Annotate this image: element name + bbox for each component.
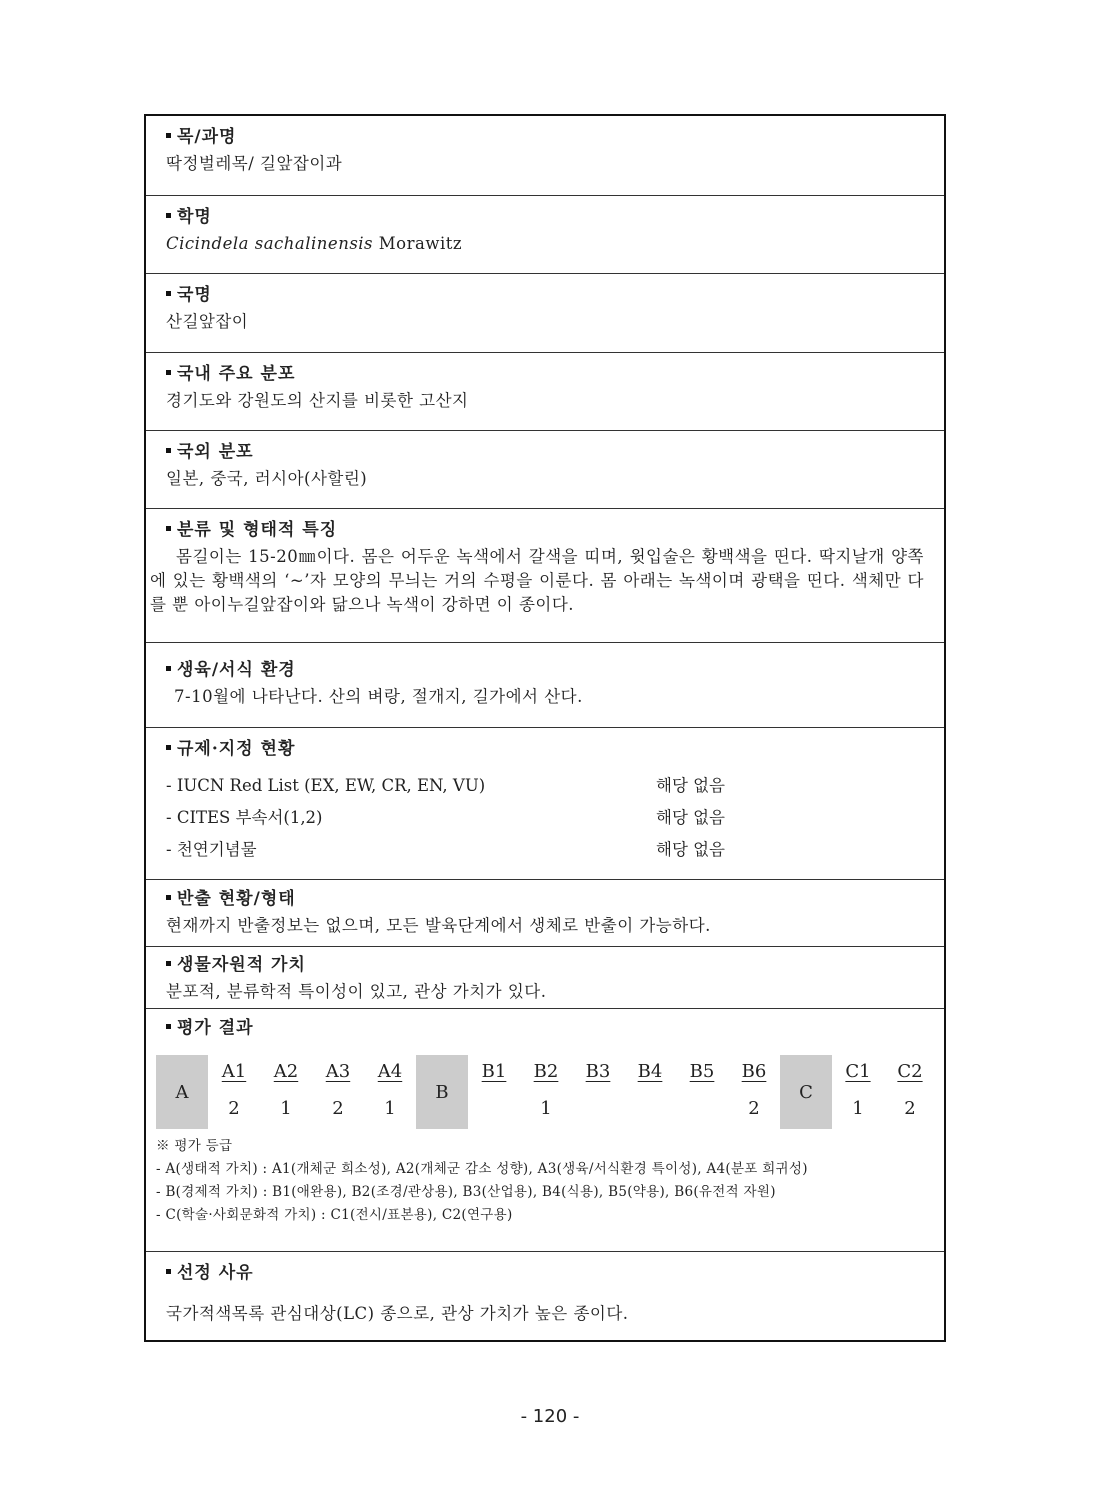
regulation-status: 해당 없음 [656,840,726,859]
value-korean-name: 산길앞잡이 [166,312,249,331]
eval-value-c1: 1 [852,1098,864,1119]
heading-foreign-distribution: 국외 분포 [177,442,254,462]
eval-value-a4: 1 [384,1098,396,1119]
value-selection-reason: 국가적색목록 관심대상(LC) 종으로, 관상 가치가 높은 종이다. [166,1304,629,1323]
value-order-family: 딱정벌레목/ 길앞잡이과 [166,154,343,173]
value-foreign-distribution: 일본, 중국, 러시아(사할린) [166,469,368,488]
evaluation-note: - C(학술·사회문화적 가치) : C1(전시/표본용), C2(연구용) [156,1207,513,1223]
regulation-status: 해당 없음 [656,808,726,827]
heading-order-family: 목/과명 [177,127,237,147]
heading-export: 반출 현황/형태 [177,889,296,909]
value-domestic-distribution: 경기도와 강원도의 산지를 비롯한 고산지 [166,391,469,410]
section-morphology [146,509,944,643]
eval-code-a2: A2 [273,1061,299,1082]
eval-code-b2: B2 [533,1061,559,1082]
evaluation-table [156,1055,924,1129]
section-scientific-name [146,196,944,274]
heading-evaluation: 평가 결과 [177,1018,254,1038]
heading-regulation: 규제·지정 현황 [177,739,296,759]
regulation-row [166,806,924,830]
value-habitat: 7-10월에 나타난다. 산의 벼랑, 절개지, 길가에서 산다. [174,687,583,706]
heading-selection-reason: 선정 사유 [177,1263,254,1283]
eval-group-c: C [780,1055,832,1129]
bullet-icon [166,370,171,375]
value-bio-value: 분포적, 분류학적 특이성이 있고, 관상 가치가 있다. [166,982,547,1001]
regulation-row [166,774,924,798]
bullet-icon [166,961,171,966]
bullet-icon [166,213,171,218]
heading-domestic-distribution: 국내 주요 분포 [177,364,296,384]
author: Morawitz [373,234,463,253]
eval-group-b: B [416,1055,468,1129]
section-selection-reason [146,1252,944,1340]
bullet-icon [166,291,171,296]
eval-code-a3: A3 [325,1061,351,1082]
eval-code-c2: C2 [897,1061,923,1082]
section-domestic-distribution [146,353,944,431]
bullet-icon [166,133,171,138]
bullet-icon [166,526,171,531]
species-info-sheet [144,114,946,1342]
eval-value-a1: 2 [228,1098,240,1119]
regulation-label: - IUCN Red List (EX, EW, CR, EN, VU) [166,776,486,795]
regulation-label: - 천연기념물 [166,840,257,859]
eval-code-b4: B4 [637,1061,663,1082]
bullet-icon [166,666,171,671]
eval-group-a: A [156,1055,208,1129]
evaluation-note: ※ 평가 등급 [156,1138,233,1154]
heading-bio-value: 생물자원적 가치 [177,955,306,975]
eval-code-b1: B1 [481,1061,507,1082]
heading-morphology: 분류 및 형태적 특징 [177,520,338,540]
bullet-icon [166,1024,171,1029]
eval-code-b5: B5 [689,1061,715,1082]
genus-species: Cicindela sachalinensis [166,234,374,253]
eval-value-b6: 2 [748,1098,760,1119]
heading-habitat: 생육/서식 환경 [177,660,296,680]
section-bio-value [146,947,944,1009]
eval-value-b2: 1 [540,1098,552,1119]
regulation-row [166,838,924,862]
section-order-family [146,116,944,196]
eval-code-a1: A1 [221,1061,247,1082]
regulation-status: 해당 없음 [656,776,726,795]
heading-korean-name: 국명 [177,285,212,305]
heading-scientific-name: 학명 [177,207,212,227]
eval-value-a3: 2 [332,1098,344,1119]
eval-code-a4: A4 [377,1061,403,1082]
section-foreign-distribution [146,431,944,509]
evaluation-note: - B(경제적 가치) : B1(애완용), B2(조경/관상용), B3(산업용), B4(식용), B5(약용), B6(유전적 자원) [156,1184,776,1200]
section-regulation [146,728,944,880]
eval-code-b3: B3 [585,1061,611,1082]
evaluation-note: - A(생태적 가치) : A1(개체군 희소성), A2(개체군 감소 성향), A3(생육/서식환경 특이성), A4(분포 희귀성) [156,1161,808,1177]
value-morphology: 몸길이는 15-20㎜이다. 몸은 어두운 녹색에서 갈색을 띠며, 윗입술은 황백색을 띤다. 딱지날개 양쪽에 있는 황백색의 ‘~’자 모양의 무늬는 거의 수평을 이룬다. 몸 아래는 녹색이며 광택을 띤다. 색체만 다를 뿐 아이누길앞잡이와 닮으나 녹색이 강하면 이 종이다. [150,547,924,614]
eval-value-a2: 1 [280,1098,292,1119]
bullet-icon [166,1269,171,1274]
eval-code-c1: C1 [845,1061,871,1082]
bullet-icon [166,745,171,750]
section-evaluation [146,1009,944,1252]
bullet-icon [166,895,171,900]
page-number: - 120 - [520,1406,580,1427]
regulation-label: - CITES 부속서(1,2) [166,808,323,827]
section-habitat [146,643,944,728]
eval-value-c2: 2 [904,1098,916,1119]
value-export: 현재까지 반출정보는 없으며, 모든 발육단계에서 생체로 반출이 가능하다. [166,916,711,935]
section-export [146,880,944,947]
eval-code-b6: B6 [741,1061,767,1082]
bullet-icon [166,448,171,453]
section-korean-name [146,274,944,353]
